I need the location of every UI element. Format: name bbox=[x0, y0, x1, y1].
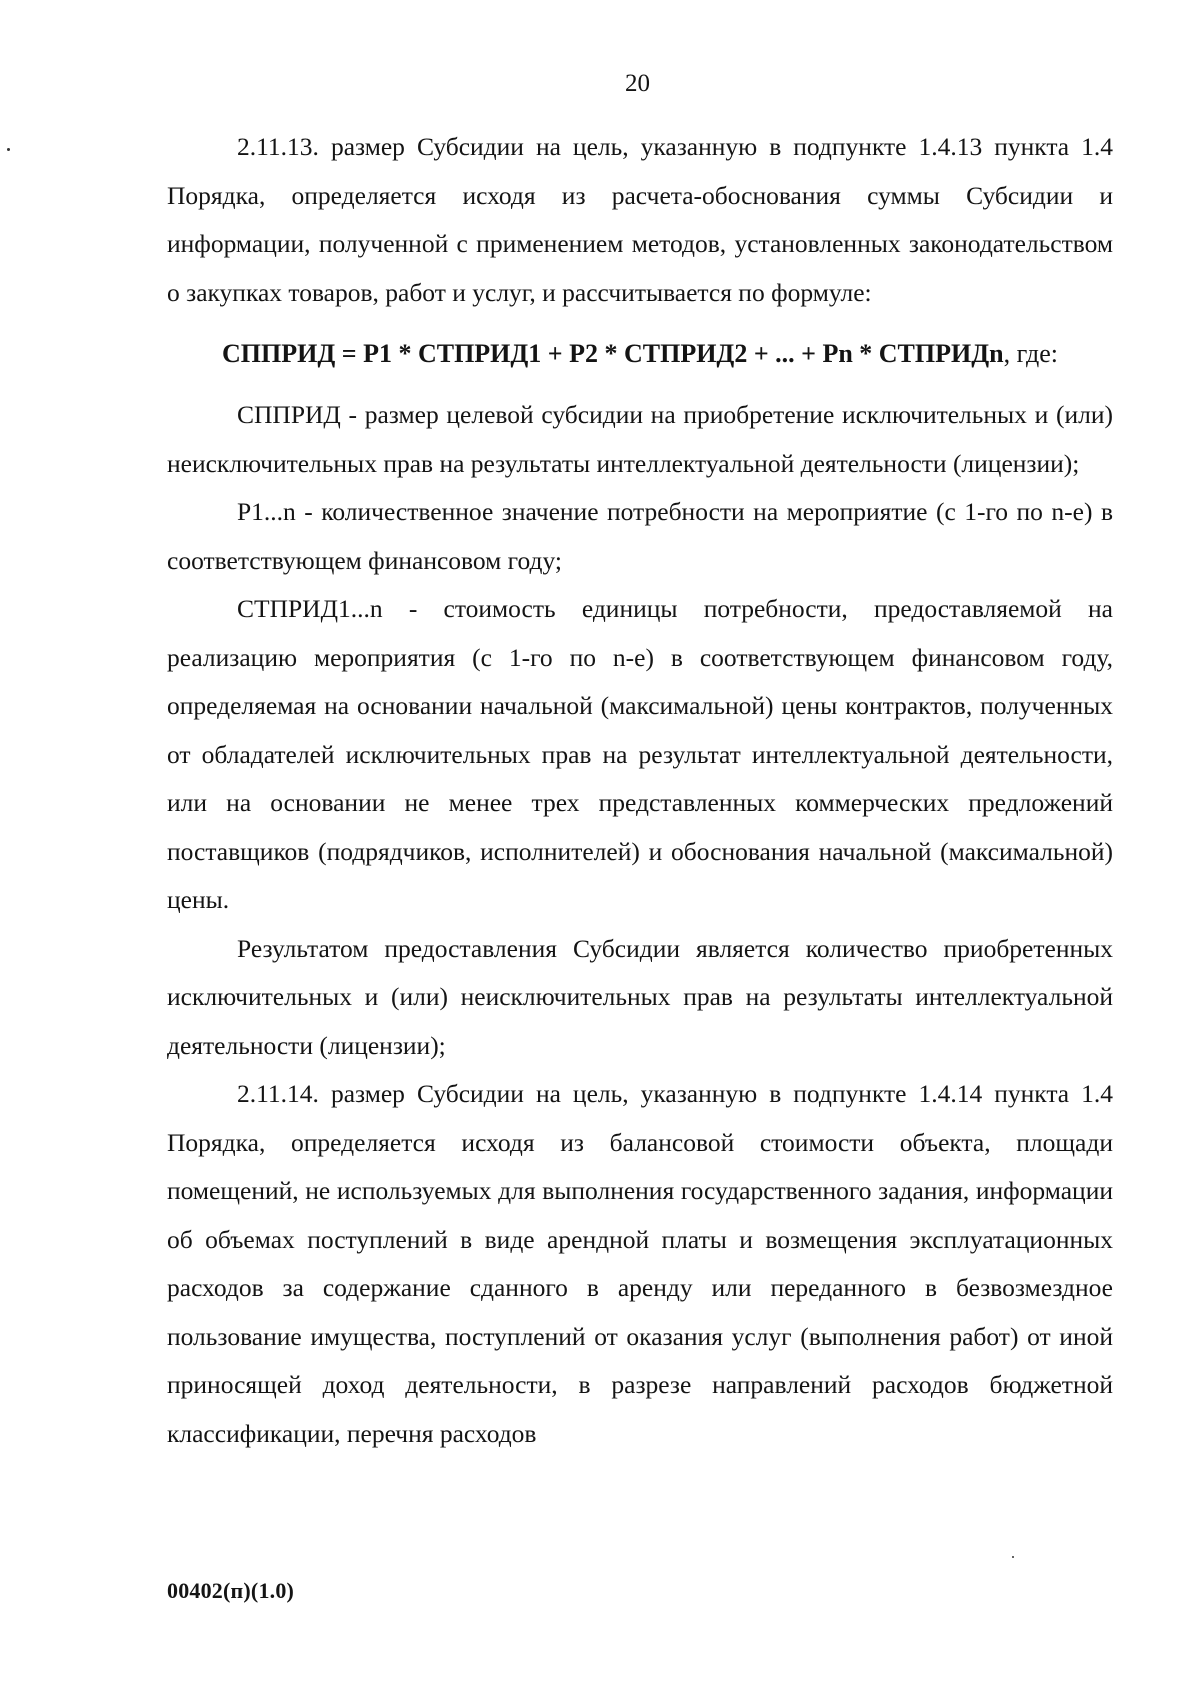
paragraph-definition-sppr: СППРИД - размер целевой субсидии на приобретение исключительных и (или) неисключительных прав на результаты интеллектуальной деятельности (лицензии); bbox=[167, 400, 1113, 478]
paragraph-definition-p: Р1...n - количественное значение потребности на мероприятие (с 1-го по n-е) в соответствующем финансовом году; bbox=[167, 497, 1113, 575]
paragraph-2-11-13: 2.11.13. размер Субсидии на цель, указанную в подпункте 1.4.13 пункта 1.4 Порядка, определяется исходя из расчета-обоснования суммы Субсидии и информации, полученной с применением методов, установленных законодательством о закупках товаров, работ и услуг, и рассчитывается по формуле: bbox=[167, 132, 1113, 307]
paragraph-definition-stpr: СТПРИД1...n - стоимость единицы потребности, предоставляемой на реализацию мероприятия (с 1-го по n-е) в соответствующем финансовом году, определяемая на основании начальной (максимальной) цены контрактов, полученных от обладателей исключительных прав на результат интеллектуальной деятельности, или на основании не менее трех представленных коммерческих предложений поставщиков (подрядчиков, исполнителей) и обоснования начальной (максимальной) цены. bbox=[167, 594, 1113, 914]
formula bbox=[167, 327, 1113, 381]
page-number: 20 bbox=[625, 70, 650, 97]
document-body bbox=[167, 123, 1113, 1458]
formula-expression: СППРИД = Р1 * СТПРИД1 + Р2 * СТПРИД2 + ... + Рn * СТПРИДn bbox=[222, 339, 1004, 368]
document-code: 00402(п)(1.0) bbox=[167, 1578, 295, 1603]
paragraph-2-11-14: 2.11.14. размер Субсидии на цель, указанную в подпункте 1.4.14 пункта 1.4 Порядка, определяется исходя из балансовой стоимости объекта, площади помещений, не используемых для выполнения государственного задания, информации об объемах поступлений в виде арендной платы и возмещения эксплуатационных расходов за содержание сданного в аренду или переданного в безвозмездное пользование имущества, поступлений от оказания услуг (выполнения работ) от иной приносящей доход деятельности, в разрезе направлений расходов бюджетной классификации, перечня расходов bbox=[167, 1079, 1113, 1448]
paragraph-result: Результатом предоставления Субсидии является количество приобретенных исключительных и (или) неисключительных прав на результаты интеллектуальной деятельности (лицензии); bbox=[167, 933, 1113, 1060]
scan-speck bbox=[7, 148, 10, 151]
scan-speck bbox=[1012, 1556, 1014, 1558]
formula-suffix: , где: bbox=[1003, 339, 1058, 368]
